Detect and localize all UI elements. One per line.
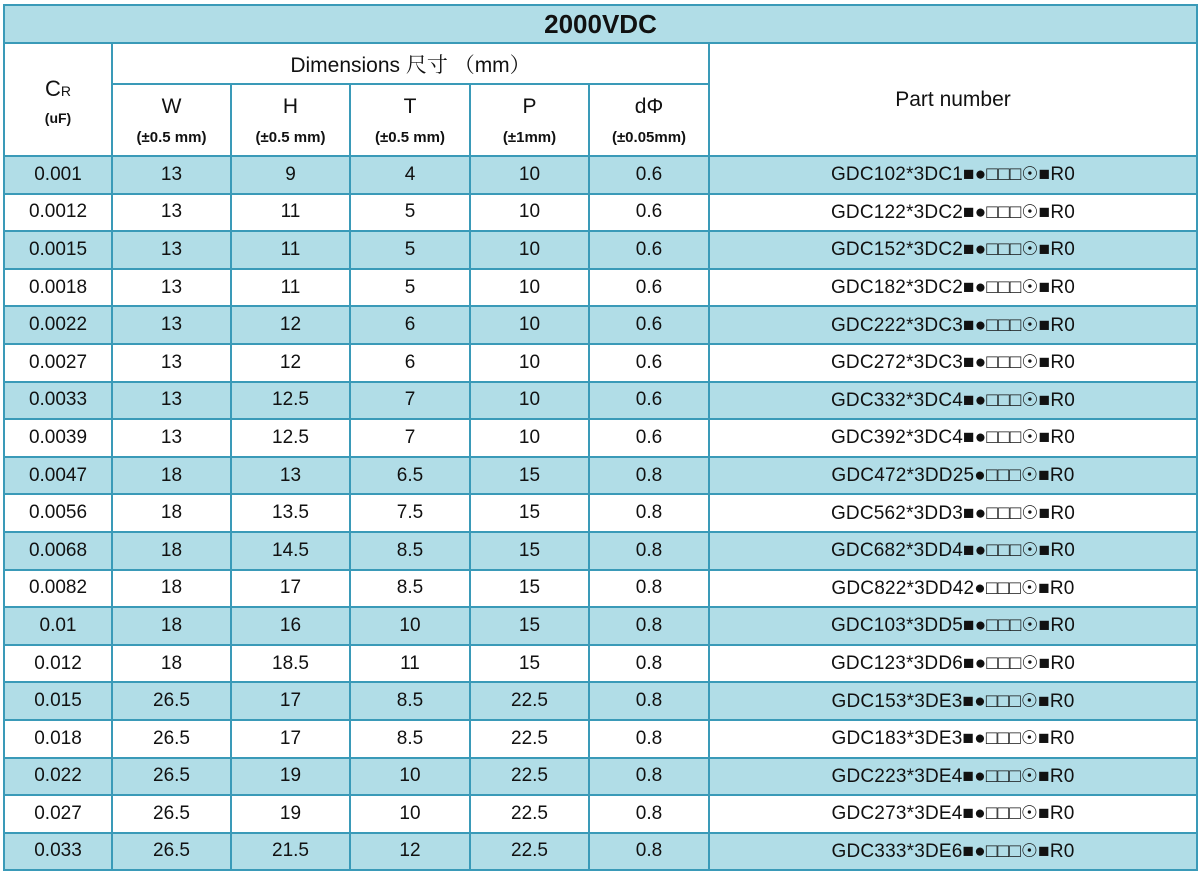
dimension-column-name: P — [522, 94, 537, 118]
lead-diameter-cell: 0.6 — [589, 156, 709, 194]
part-number-cell: GDC682*3DD4■●□□□☉■R0 — [709, 532, 1197, 570]
capacitance-cell: 0.022 — [4, 758, 112, 796]
part-number-cell: GDC562*3DD3■●□□□☉■R0 — [709, 494, 1197, 532]
part-number-cell: GDC122*3DC2■●□□□☉■R0 — [709, 194, 1197, 232]
pitch-cell: 10 — [470, 382, 589, 420]
height-cell: 12.5 — [231, 382, 350, 420]
width-cell: 13 — [112, 194, 231, 232]
capacitance-cell: 0.018 — [4, 720, 112, 758]
capacitance-cell: 0.027 — [4, 795, 112, 833]
width-cell: 26.5 — [112, 682, 231, 720]
height-cell: 12.5 — [231, 419, 350, 457]
table-row — [4, 758, 1197, 796]
thickness-cell: 12 — [350, 833, 470, 871]
table-row — [4, 532, 1197, 570]
part-number-cell: GDC392*3DC4■●□□□☉■R0 — [709, 419, 1197, 457]
capacitance-cell: 0.0027 — [4, 344, 112, 382]
pitch-cell: 22.5 — [470, 720, 589, 758]
thickness-cell: 6 — [350, 306, 470, 344]
width-cell: 13 — [112, 344, 231, 382]
part-number-cell: GDC222*3DC3■●□□□☉■R0 — [709, 306, 1197, 344]
pitch-cell: 22.5 — [470, 682, 589, 720]
lead-diameter-cell: 0.8 — [589, 720, 709, 758]
dimension-column-header — [470, 84, 589, 156]
lead-diameter-cell: 0.8 — [589, 758, 709, 796]
width-cell: 13 — [112, 419, 231, 457]
cr-label: C — [44, 75, 61, 101]
lead-diameter-cell: 0.8 — [589, 532, 709, 570]
table-row — [4, 269, 1197, 307]
height-cell: 13.5 — [231, 494, 350, 532]
part-number-cell: GDC123*3DD6■●□□□☉■R0 — [709, 645, 1197, 683]
table-row — [4, 607, 1197, 645]
width-cell: 18 — [112, 570, 231, 608]
part-number-cell: GDC182*3DC2■●□□□☉■R0 — [709, 269, 1197, 307]
lead-diameter-cell: 0.6 — [589, 344, 709, 382]
capacitance-cell: 0.0082 — [4, 570, 112, 608]
dimension-tolerance: (±0.5 mm) — [255, 128, 326, 146]
capacitance-cell: 0.015 — [4, 682, 112, 720]
table-row — [4, 194, 1197, 232]
height-cell: 11 — [231, 269, 350, 307]
dimensions-header: Dimensions 尺寸 （mm） — [112, 43, 709, 84]
dimension-tolerance: (±0.5 mm) — [136, 128, 207, 146]
width-cell: 26.5 — [112, 758, 231, 796]
dimension-tolerance: (±1mm) — [502, 128, 557, 146]
lead-diameter-cell: 0.6 — [589, 306, 709, 344]
thickness-cell: 5 — [350, 194, 470, 232]
thickness-cell: 5 — [350, 269, 470, 307]
part-number-cell: GDC272*3DC3■●□□□☉■R0 — [709, 344, 1197, 382]
lead-diameter-cell: 0.8 — [589, 645, 709, 683]
pitch-cell: 15 — [470, 607, 589, 645]
capacitance-cell: 0.0018 — [4, 269, 112, 307]
pitch-cell: 10 — [470, 344, 589, 382]
part-number-cell: GDC472*3DD25●□□□☉■R0 — [709, 457, 1197, 495]
width-cell: 18 — [112, 607, 231, 645]
spec-table-container — [3, 4, 1196, 871]
pitch-cell: 10 — [470, 156, 589, 194]
lead-diameter-cell: 0.6 — [589, 382, 709, 420]
thickness-cell: 7 — [350, 382, 470, 420]
pitch-cell: 10 — [470, 269, 589, 307]
lead-diameter-cell: 0.8 — [589, 607, 709, 645]
dimension-column-name: dΦ — [634, 94, 664, 118]
width-cell: 26.5 — [112, 795, 231, 833]
width-cell: 18 — [112, 457, 231, 495]
height-cell: 14.5 — [231, 532, 350, 570]
height-cell: 16 — [231, 607, 350, 645]
pitch-cell: 15 — [470, 494, 589, 532]
capacitance-cell: 0.0033 — [4, 382, 112, 420]
pitch-cell: 15 — [470, 532, 589, 570]
height-cell: 13 — [231, 457, 350, 495]
capacitance-cell: 0.0056 — [4, 494, 112, 532]
capacitance-cell: 0.0022 — [4, 306, 112, 344]
height-cell: 12 — [231, 344, 350, 382]
part-number-cell: GDC183*3DE3■●□□□☉■R0 — [709, 720, 1197, 758]
lead-diameter-cell: 0.6 — [589, 231, 709, 269]
capacitance-cell: 0.0015 — [4, 231, 112, 269]
part-number-cell: GDC822*3DD42●□□□☉■R0 — [709, 570, 1197, 608]
dimension-column-name: W — [161, 94, 182, 118]
capacitance-cell: 0.001 — [4, 156, 112, 194]
dimension-column-name: H — [282, 94, 299, 118]
part-number-cell: GDC333*3DE6■●□□□☉■R0 — [709, 833, 1197, 871]
height-cell: 12 — [231, 306, 350, 344]
height-cell: 17 — [231, 570, 350, 608]
dimension-column-name: T — [403, 94, 417, 118]
table-row — [4, 344, 1197, 382]
height-cell: 9 — [231, 156, 350, 194]
thickness-cell: 7 — [350, 419, 470, 457]
table-row — [4, 682, 1197, 720]
width-cell: 13 — [112, 382, 231, 420]
width-cell: 13 — [112, 156, 231, 194]
table-row — [4, 306, 1197, 344]
part-number-cell: GDC103*3DD5■●□□□☉■R0 — [709, 607, 1197, 645]
capacitance-cell: 0.033 — [4, 833, 112, 871]
pitch-cell: 22.5 — [470, 833, 589, 871]
height-cell: 21.5 — [231, 833, 350, 871]
part-number-cell: GDC102*3DC1■●□□□☉■R0 — [709, 156, 1197, 194]
dimension-column-header — [589, 84, 709, 156]
lead-diameter-cell: 0.6 — [589, 269, 709, 307]
pitch-cell: 10 — [470, 194, 589, 232]
pitch-cell: 10 — [470, 419, 589, 457]
width-cell: 13 — [112, 231, 231, 269]
table-title: 2000VDC — [4, 5, 1197, 43]
capacitance-cell: 0.0039 — [4, 419, 112, 457]
dimension-tolerance: (±0.5 mm) — [375, 128, 445, 146]
part-number-cell: GDC223*3DE4■●□□□☉■R0 — [709, 758, 1197, 796]
lead-diameter-cell: 0.6 — [589, 194, 709, 232]
capacitance-cell: 0.0068 — [4, 532, 112, 570]
dimension-tolerance: (±0.05mm) — [611, 128, 687, 146]
table-row — [4, 570, 1197, 608]
thickness-cell: 4 — [350, 156, 470, 194]
width-cell: 26.5 — [112, 833, 231, 871]
width-cell: 13 — [112, 269, 231, 307]
lead-diameter-cell: 0.6 — [589, 419, 709, 457]
thickness-cell: 10 — [350, 607, 470, 645]
height-cell: 11 — [231, 231, 350, 269]
height-cell: 19 — [231, 758, 350, 796]
part-number-cell: GDC273*3DE4■●□□□☉■R0 — [709, 795, 1197, 833]
thickness-cell: 6.5 — [350, 457, 470, 495]
part-number-cell: GDC153*3DE3■●□□□☉■R0 — [709, 682, 1197, 720]
height-cell: 19 — [231, 795, 350, 833]
table-row — [4, 795, 1197, 833]
pitch-cell: 15 — [470, 570, 589, 608]
thickness-cell: 8.5 — [350, 532, 470, 570]
table-row — [4, 419, 1197, 457]
lead-diameter-cell: 0.8 — [589, 457, 709, 495]
width-cell: 26.5 — [112, 720, 231, 758]
width-cell: 18 — [112, 645, 231, 683]
cr-unit: (uF) — [44, 109, 72, 126]
part-number-header: Part number — [709, 43, 1197, 156]
lead-diameter-cell: 0.8 — [589, 795, 709, 833]
lead-diameter-cell: 0.8 — [589, 833, 709, 871]
height-cell: 11 — [231, 194, 350, 232]
table-row — [4, 457, 1197, 495]
capacitance-cell: 0.0012 — [4, 194, 112, 232]
width-cell: 18 — [112, 532, 231, 570]
lead-diameter-cell: 0.8 — [589, 682, 709, 720]
pitch-cell: 15 — [470, 457, 589, 495]
dimension-column-header — [350, 84, 470, 156]
pitch-cell: 15 — [470, 645, 589, 683]
lead-diameter-cell: 0.8 — [589, 494, 709, 532]
height-cell: 18.5 — [231, 645, 350, 683]
table-row — [4, 382, 1197, 420]
thickness-cell: 6 — [350, 344, 470, 382]
table-row — [4, 720, 1197, 758]
thickness-cell: 10 — [350, 795, 470, 833]
width-cell: 13 — [112, 306, 231, 344]
height-cell: 17 — [231, 720, 350, 758]
pitch-cell: 22.5 — [470, 758, 589, 796]
lead-diameter-cell: 0.8 — [589, 570, 709, 608]
capacitance-header — [4, 43, 112, 156]
capacitance-cell: 0.01 — [4, 607, 112, 645]
part-number-cell: GDC332*3DC4■●□□□☉■R0 — [709, 382, 1197, 420]
thickness-cell: 8.5 — [350, 720, 470, 758]
thickness-cell: 7.5 — [350, 494, 470, 532]
height-cell: 17 — [231, 682, 350, 720]
pitch-cell: 22.5 — [470, 795, 589, 833]
part-number-cell: GDC152*3DC2■●□□□☉■R0 — [709, 231, 1197, 269]
table-row — [4, 833, 1197, 871]
table-row — [4, 645, 1197, 683]
dimension-column-header — [231, 84, 350, 156]
dimension-column-header — [112, 84, 231, 156]
thickness-cell: 5 — [350, 231, 470, 269]
table-row — [4, 156, 1197, 194]
thickness-cell: 11 — [350, 645, 470, 683]
thickness-cell: 8.5 — [350, 682, 470, 720]
capacitance-cell: 0.012 — [4, 645, 112, 683]
thickness-cell: 10 — [350, 758, 470, 796]
table-row — [4, 494, 1197, 532]
table-row — [4, 231, 1197, 269]
pitch-cell: 10 — [470, 231, 589, 269]
width-cell: 18 — [112, 494, 231, 532]
spec-table — [3, 4, 1198, 871]
thickness-cell: 8.5 — [350, 570, 470, 608]
pitch-cell: 10 — [470, 306, 589, 344]
capacitance-cell: 0.0047 — [4, 457, 112, 495]
cr-subscript: R — [60, 82, 71, 99]
